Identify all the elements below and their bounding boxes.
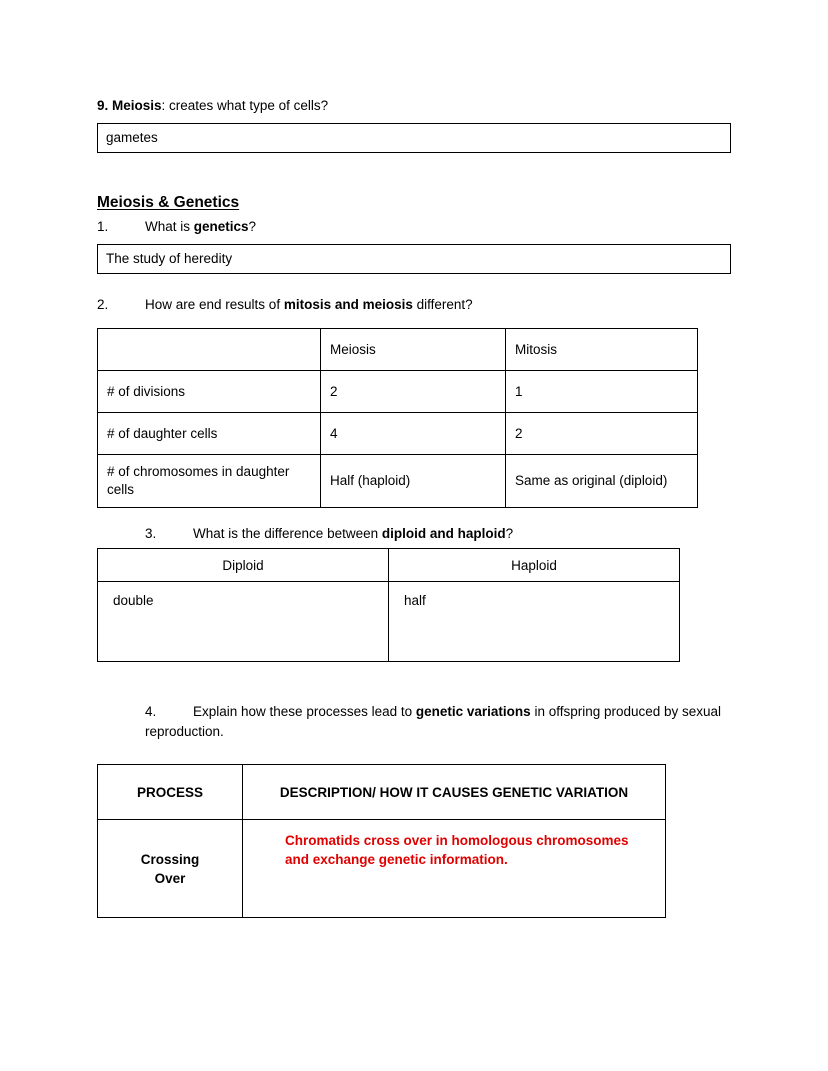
comparison-header-mitosis: Mitosis — [506, 329, 698, 371]
question-1-answer-box[interactable] — [97, 244, 731, 274]
question-3 — [145, 525, 731, 543]
process-label-crossing-over: Crossing Over — [98, 820, 243, 918]
question-9 — [97, 97, 731, 115]
question-9-answer-text: gametes — [106, 130, 158, 145]
question-4 — [145, 702, 731, 742]
question-3-text-post: ? — [505, 526, 514, 541]
comparison-row-daughter-cells — [98, 413, 698, 455]
question-4-text-bold: genetic variations — [415, 704, 531, 719]
answer-cell-divisions-mitosis[interactable]: 1 — [506, 371, 698, 413]
diploid-haploid-header-row — [98, 549, 680, 582]
answer-cell-daughter-mitosis[interactable]: 2 — [506, 413, 698, 455]
question-9-answer-box[interactable] — [97, 123, 731, 153]
header-cell-diploid: Diploid — [98, 549, 389, 582]
comparison-header-blank — [98, 329, 321, 371]
question-2-number: 2. — [97, 297, 109, 312]
question-2-text-post: different? — [412, 297, 473, 312]
header-cell-description — [243, 765, 666, 820]
answer-cell-daughter-meiosis[interactable]: 4 — [321, 413, 506, 455]
section-title: Meiosis & Genetics — [97, 194, 240, 211]
question-1-number: 1. — [97, 219, 109, 234]
question-3-text-pre: What is the difference between — [193, 526, 382, 541]
question-1-text-pre: What is — [145, 219, 194, 234]
diploid-haploid-table — [97, 548, 680, 662]
question-9-label-rest: : creates what type of cells? — [161, 98, 329, 113]
row-label-chromosomes: # of chromosomes in daughter cells — [98, 455, 321, 508]
answer-cell-crossing-over-description[interactable]: Chromatids cross over in homologous chromosomes and exchange genetic information. — [243, 820, 666, 918]
answer-cell-chromosomes-meiosis[interactable]: Half (haploid) — [321, 455, 506, 508]
question-2-text-bold: mitosis and meiosis — [283, 297, 413, 312]
header-description-text: DESCRIPTION/ HOW IT CAUSES GENETIC VARIATION — [279, 784, 629, 800]
answer-cell-chromosomes-mitosis[interactable]: Same as original (diploid) — [506, 455, 698, 508]
question-2 — [97, 296, 731, 314]
question-3-number: 3. — [145, 526, 157, 541]
question-4-number: 4. — [145, 704, 157, 719]
question-3-text-bold: diploid and haploid — [381, 526, 506, 541]
process-table-header-row — [98, 765, 666, 820]
mitosis-meiosis-table — [97, 328, 698, 508]
question-1-text-bold: genetics — [193, 219, 249, 234]
comparison-header-row — [98, 329, 698, 371]
question-1-answer-text: The study of heredity — [106, 251, 233, 266]
question-9-label-bold: 9. Meiosis — [97, 98, 162, 113]
row-label-daughter-cells: # of daughter cells — [98, 413, 321, 455]
comparison-header-meiosis: Meiosis — [321, 329, 506, 371]
question-4-text-post: in offspring produced by sexual reproduction. — [145, 704, 722, 739]
answer-cell-haploid[interactable]: half — [389, 582, 680, 662]
question-4-text-pre: Explain how these processes lead to — [193, 704, 416, 719]
comparison-row-divisions — [98, 371, 698, 413]
diploid-haploid-answer-row — [98, 582, 680, 662]
header-cell-process: PROCESS — [98, 765, 243, 820]
answer-cell-divisions-meiosis[interactable]: 2 — [321, 371, 506, 413]
question-1-text-post: ? — [248, 219, 257, 234]
process-row-crossing-over — [98, 820, 666, 918]
question-2-text-pre: How are end results of — [145, 297, 284, 312]
comparison-row-chromosomes — [98, 455, 698, 508]
question-1 — [97, 218, 731, 236]
answer-cell-diploid[interactable]: double — [98, 582, 389, 662]
row-label-divisions: # of divisions — [98, 371, 321, 413]
header-cell-haploid: Haploid — [389, 549, 680, 582]
process-variation-table — [97, 764, 666, 918]
